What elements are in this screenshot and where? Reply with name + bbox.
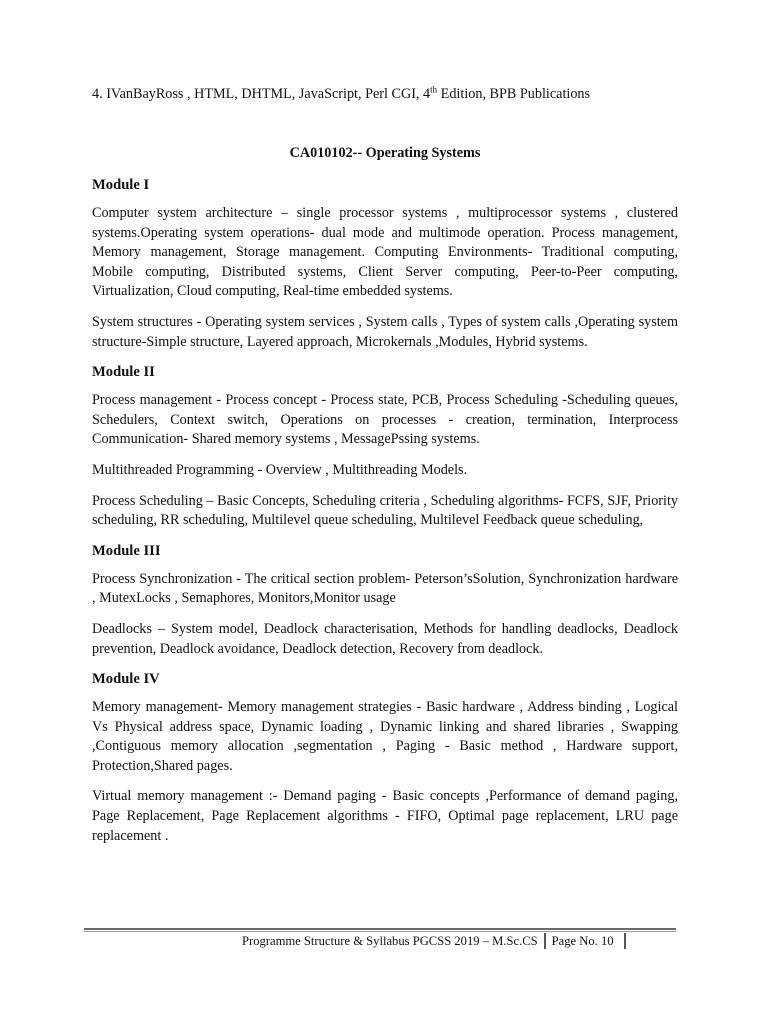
footer-divider [84,928,676,930]
module-paragraph: Process management - Process concept - Process state, PCB, Process Scheduling -Scheduling queues, Schedulers, Context switch, Operations on processes - creation, termination, Interprocess Communication- Shared memory systems , MessagePssing systems. [92,392,678,448]
module-heading: Module II [92,364,155,381]
footer-text: Programme Structure & Syllabus PGCSS 2019 – M.Sc.CS [242,933,538,948]
module-paragraph: Deadlocks – System model, Deadlock characterisation, Methods for handling deadlocks, Deadlock prevention, Deadlock avoidance, Deadlock detection, Recovery from deadlock. [92,620,678,657]
module-paragraph: Process Synchronization - The critical section problem- Peterson’sSolution, Synchronization hardware , MutexLocks , Semaphores, Monitors,Monitor usage [92,570,678,607]
module-paragraph: Virtual memory management :- Demand paging - Basic concepts ,Performance of demand paging, Page Replacement, Page Replacement algorithms - FIFO, Optimal page replacement, LRU page replacement . [92,788,678,844]
page-number: Page No. 10 [551,933,614,948]
module-heading: Module IV [92,671,160,688]
module-paragraph: System structures - Operating system services , System calls , Types of system calls ,Operating system structure-Simple structure, Layered approach, Microkernals ,Modules, Hybrid systems. [92,313,678,350]
module-heading: Module III [92,542,161,559]
page-footer [242,932,626,950]
syllabus-content [92,176,678,857]
module-paragraph: Multithreaded Programming - Overview , Multithreading Models. [92,461,468,478]
module-section [92,363,678,531]
course-title: CA010102-- Operating Systems [289,145,481,161]
footer-end-bar [624,933,626,949]
module-section [92,542,678,659]
module-heading: Module I [92,177,150,193]
module-paragraph: Process Scheduling – Basic Concepts, Scheduling criteria , Scheduling algorithms- FCFS, SJF, Priority scheduling, RR scheduling, Multilevel queue scheduling, Multilevel Feedback queue scheduling, [92,492,678,529]
reference-text-suffix: Edition, BPB Publications [437,86,591,102]
reference-superscript: th [430,84,438,95]
footer-separator [544,933,546,949]
module-section [92,670,678,846]
module-section [92,176,678,352]
module-paragraph: Computer system architecture – single processor systems , multiprocessor systems , clustered systems.Operating system operations- dual mode and multimode operation. Process management, Memory management, Storage management. Computing Environments- Traditional computing, Mobile computing, Distributed systems, Client Server computing, Peer-to-Peer computing, Virtualization, Cloud computing, Real-time embedded systems. [92,205,678,300]
module-paragraph: Memory management- Memory management strategies - Basic hardware , Address binding , Logical Vs Physical address space, Dynamic loading , Dynamic linking and shared libraries , Swapping ,Contiguous memory allocation ,segmentation , Paging - Basic method , Hardware support, Protection,Shared pages. [92,699,678,774]
reference-text: 4. IVanBayRoss , HTML, DHTML, JavaScript, Perl CGI, 4 [92,86,431,102]
reference-item [92,86,590,103]
